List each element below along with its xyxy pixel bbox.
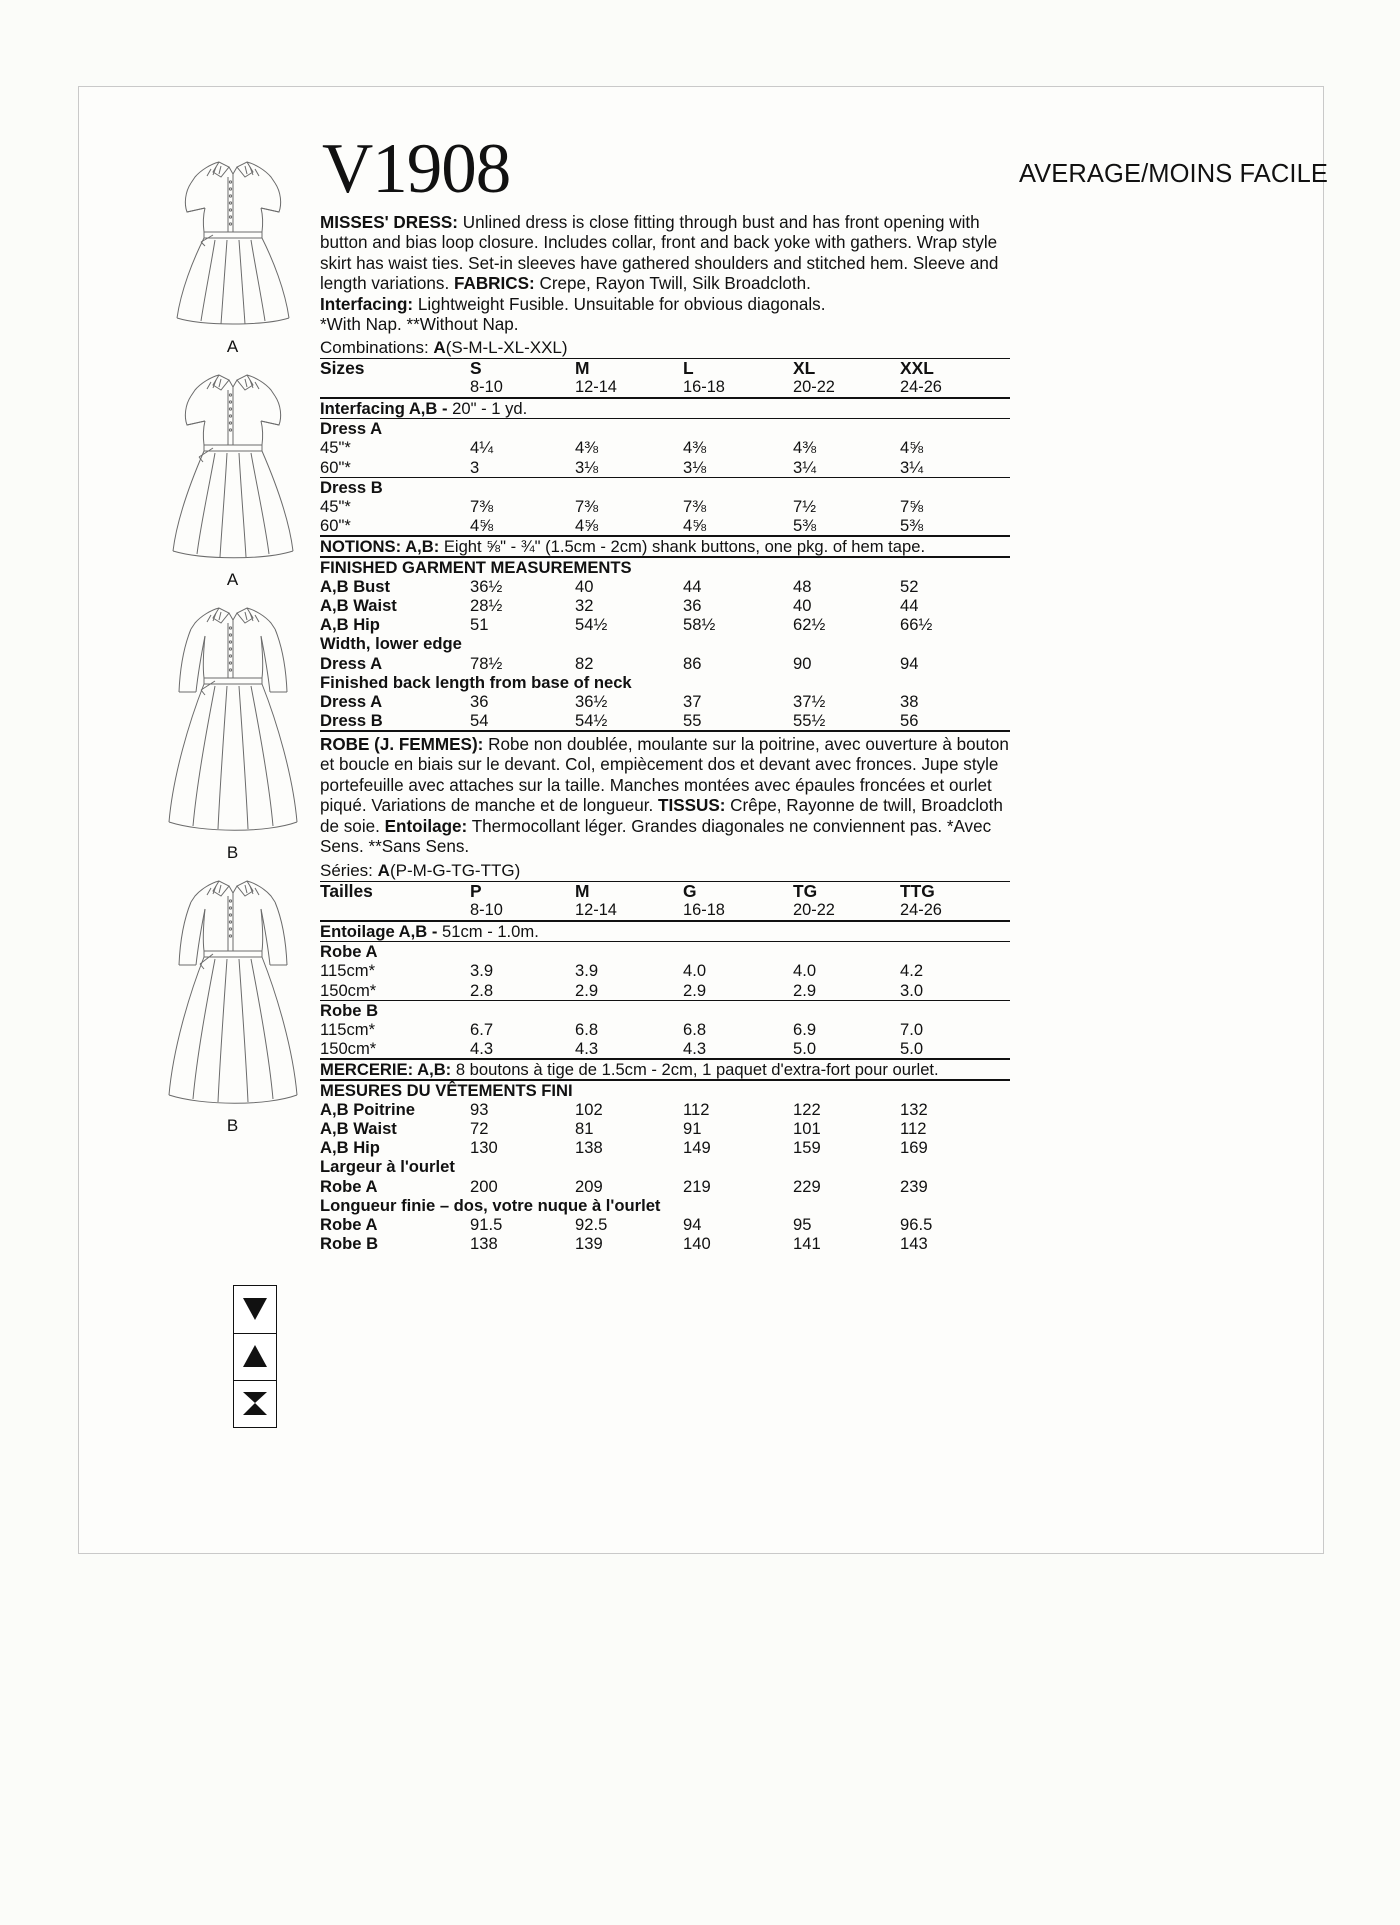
cell: 7⅜ bbox=[575, 496, 599, 516]
cell: 101 bbox=[793, 1119, 821, 1139]
cell: 4.3 bbox=[683, 1038, 707, 1058]
row-label: Robe A bbox=[320, 1176, 378, 1196]
cell: 28½ bbox=[470, 596, 503, 616]
illustration-label: B bbox=[226, 843, 239, 862]
combinations-label: Combinations: bbox=[320, 338, 429, 357]
row-label: 60"* bbox=[320, 457, 351, 477]
size-number-xxl: 24-26 bbox=[900, 378, 942, 397]
cell: 37 bbox=[683, 691, 702, 711]
cell: 72 bbox=[470, 1119, 489, 1139]
table-row bbox=[320, 577, 1010, 596]
cell: 6.8 bbox=[575, 1019, 599, 1039]
description-en-title: MISSES' DRESS: bbox=[320, 213, 458, 232]
group-title-robe-b: Robe B bbox=[320, 1000, 379, 1020]
cell: 141 bbox=[793, 1233, 821, 1253]
cell: 2.9 bbox=[793, 980, 817, 1000]
cell: 32 bbox=[575, 596, 594, 616]
cell: 7.0 bbox=[900, 1019, 924, 1039]
series-sizes: (P-M-G-TG-TTG) bbox=[389, 861, 521, 880]
cell: 36½ bbox=[470, 577, 503, 597]
illustration-label: B bbox=[226, 1116, 239, 1135]
cell: 4.3 bbox=[575, 1038, 599, 1058]
table-row bbox=[320, 1234, 1010, 1253]
cell: 3¼ bbox=[793, 457, 817, 477]
interfacing-body-en: Lightweight Fusible. Unsuitable for obvious diagonals. bbox=[413, 294, 826, 314]
size-number-xl: 20-22 bbox=[793, 378, 835, 397]
cell: 81 bbox=[575, 1119, 594, 1139]
cell: 112 bbox=[683, 1100, 710, 1120]
row-label: A,B Hip bbox=[320, 1138, 380, 1158]
cell: 169 bbox=[900, 1138, 928, 1158]
table-row bbox=[320, 615, 1010, 634]
table-row bbox=[320, 1100, 1010, 1119]
row-label: A,B Bust bbox=[320, 577, 391, 597]
table-row bbox=[320, 1039, 1010, 1059]
size-label-xxl: XXL bbox=[900, 358, 934, 379]
symbol-key-box bbox=[233, 1285, 277, 1428]
group-title-dress-a: Dress A bbox=[320, 419, 383, 439]
row-label: Dress B bbox=[320, 710, 383, 730]
cell: 143 bbox=[900, 1233, 928, 1253]
cell: 55 bbox=[683, 710, 702, 730]
cell: 3 bbox=[470, 457, 480, 477]
bowtie-symbol bbox=[234, 1380, 276, 1427]
table-row bbox=[320, 961, 1010, 980]
width-title-imperial: Width, lower edge bbox=[320, 634, 462, 654]
nap-note-en: *With Nap. **Without Nap. bbox=[320, 315, 519, 335]
cell: 40 bbox=[793, 596, 812, 616]
illustration-dress-a-short-sleeve-front bbox=[150, 150, 315, 357]
cell: 44 bbox=[900, 596, 919, 616]
cell: 5⅜ bbox=[900, 515, 924, 535]
interfacing-body-fr: Thermocollant léger. Grandes diagonales ne conviennent pas. *Avec Sens. **Sans Sens. bbox=[320, 816, 992, 857]
table-imperial bbox=[320, 338, 1010, 732]
cell: 36 bbox=[683, 596, 702, 616]
cell: 38 bbox=[900, 691, 919, 711]
illustration-column bbox=[150, 150, 315, 1136]
cell: 91.5 bbox=[470, 1214, 503, 1234]
cell: 86 bbox=[683, 653, 702, 673]
row-label: 45"* bbox=[320, 438, 351, 458]
row-label: A,B Waist bbox=[320, 1119, 397, 1139]
cell: 96.5 bbox=[900, 1214, 933, 1234]
cell: 4⅝ bbox=[900, 438, 924, 458]
width-title-metric: Largeur à l'ourlet bbox=[320, 1157, 455, 1177]
cell: 239 bbox=[900, 1176, 928, 1196]
cell: 37½ bbox=[793, 691, 826, 711]
sizes-header-row-metric bbox=[320, 882, 1010, 901]
row-label: A,B Poitrine bbox=[320, 1100, 415, 1120]
cell: 4⅜ bbox=[575, 438, 599, 458]
cell: 122 bbox=[793, 1100, 821, 1120]
fabrics-label-en: FABRICS: bbox=[453, 274, 535, 294]
entoilage-value: 51cm - 1.0m. bbox=[437, 922, 539, 942]
cell: 62½ bbox=[793, 615, 826, 635]
cell: 4⅜ bbox=[683, 438, 707, 458]
cell: 82 bbox=[575, 653, 594, 673]
combinations-row-imperial bbox=[320, 338, 1010, 359]
size-number-tg: 20-22 bbox=[793, 901, 835, 920]
cell: 36½ bbox=[575, 691, 608, 711]
table-row bbox=[320, 516, 1010, 536]
mercerie-value: 8 boutons à tige de 1.5cm - 2cm, 1 paquet d'extra-fort pour ourlet. bbox=[451, 1059, 939, 1079]
entoilage-label: Entoilage A,B - bbox=[320, 922, 438, 942]
cell: 3⅛ bbox=[575, 457, 599, 477]
cell: 3⅛ bbox=[683, 457, 707, 477]
combinations-code: A bbox=[433, 338, 446, 357]
cell: 138 bbox=[575, 1138, 603, 1158]
tailles-header: Tailles bbox=[320, 881, 373, 902]
cell: 4⅝ bbox=[575, 515, 599, 535]
illustration-dress-b-long-sleeve-front bbox=[150, 596, 315, 863]
size-number-s: 8-10 bbox=[470, 378, 503, 397]
cell: 3.9 bbox=[575, 961, 599, 981]
series-code: A bbox=[377, 861, 390, 880]
cell: 7⅝ bbox=[900, 496, 924, 516]
cell: 209 bbox=[575, 1176, 603, 1196]
cell: 5.0 bbox=[900, 1038, 924, 1058]
size-number-l: 16-18 bbox=[683, 378, 725, 397]
cell: 54 bbox=[470, 710, 489, 730]
cell: 6.9 bbox=[793, 1019, 817, 1039]
table-row bbox=[320, 458, 1010, 478]
cell: 138 bbox=[470, 1233, 498, 1253]
cell: 4⅝ bbox=[683, 515, 707, 535]
description-fr-title: ROBE (J. FEMMES): bbox=[320, 735, 484, 754]
cell: 4.3 bbox=[470, 1038, 494, 1058]
size-number-m: 12-14 bbox=[575, 378, 617, 397]
cell: 5⅜ bbox=[793, 515, 817, 535]
row-label: 45"* bbox=[320, 496, 351, 516]
cell: 92.5 bbox=[575, 1214, 608, 1234]
triangle-up-symbol bbox=[234, 1333, 276, 1380]
illustration-dress-b-long-sleeve-back bbox=[150, 869, 315, 1136]
interfacing-row-value: 20" - 1 yd. bbox=[447, 399, 528, 419]
cell: 66½ bbox=[900, 615, 933, 635]
cell: 56 bbox=[900, 710, 919, 730]
cell: 95 bbox=[793, 1214, 812, 1234]
table-row bbox=[320, 1020, 1010, 1039]
size-numbers-row-metric bbox=[320, 901, 1010, 921]
sizes-header: Sizes bbox=[320, 358, 365, 379]
row-label: A,B Hip bbox=[320, 615, 380, 635]
cell: 4⅜ bbox=[793, 438, 817, 458]
cell: 4.0 bbox=[793, 961, 817, 981]
table-row bbox=[320, 654, 1010, 673]
interfacing-row-metric bbox=[320, 922, 1010, 942]
table-row bbox=[320, 497, 1010, 516]
size-label-m: M bbox=[575, 358, 590, 379]
cell: 78½ bbox=[470, 653, 503, 673]
row-label: Robe B bbox=[320, 1233, 379, 1253]
cell: 132 bbox=[900, 1100, 928, 1120]
cell: 90 bbox=[793, 653, 812, 673]
cell: 51 bbox=[470, 615, 489, 635]
cell: 159 bbox=[793, 1138, 821, 1158]
table-metric bbox=[320, 861, 1010, 1253]
mercerie-label: MERCERIE: A,B: bbox=[320, 1059, 452, 1079]
description-english bbox=[320, 213, 1010, 335]
row-label: Dress A bbox=[320, 653, 383, 673]
row-label: 150cm* bbox=[320, 980, 377, 1000]
size-numbers-row-imperial bbox=[320, 378, 1010, 398]
fgm-title-imperial: FINISHED GARMENT MEASUREMENTS bbox=[320, 558, 632, 578]
cell: 36 bbox=[470, 691, 489, 711]
fabrics-body-en: Crepe, Rayon Twill, Silk Broadcloth. bbox=[534, 274, 811, 294]
cell: 94 bbox=[683, 1214, 702, 1234]
size-label-g: G bbox=[683, 881, 697, 902]
row-label: 150cm* bbox=[320, 1038, 377, 1058]
row-label: Robe A bbox=[320, 1214, 378, 1234]
series-label: Séries: bbox=[320, 861, 373, 880]
size-label-l: L bbox=[683, 358, 694, 379]
size-label-s: S bbox=[470, 358, 482, 379]
notions-row-metric bbox=[320, 1060, 1010, 1080]
backlength-title-imperial: Finished back length from base of neck bbox=[320, 672, 632, 692]
table-row bbox=[320, 1138, 1010, 1157]
illustration-label: A bbox=[226, 337, 239, 356]
size-label-xl: XL bbox=[793, 358, 816, 379]
cell: 6.7 bbox=[470, 1019, 494, 1039]
cell: 4.0 bbox=[683, 961, 707, 981]
cell: 58½ bbox=[683, 615, 716, 635]
fgm-title-metric: MESURES DU VÊTEMENTS FINI bbox=[320, 1081, 573, 1101]
combinations-sizes: (S-M-L-XL-XXL) bbox=[445, 338, 568, 357]
sizes-header-row-imperial bbox=[320, 359, 1010, 378]
table-row bbox=[320, 1119, 1010, 1138]
cell: 5.0 bbox=[793, 1038, 817, 1058]
row-label: A,B Waist bbox=[320, 596, 397, 616]
size-number-p: 8-10 bbox=[470, 901, 503, 920]
table-row bbox=[320, 711, 1010, 731]
difficulty-label: AVERAGE/MOINS FACILE bbox=[1018, 160, 1328, 188]
triangle-down-symbol bbox=[234, 1286, 276, 1333]
cell: 140 bbox=[683, 1233, 711, 1253]
size-number-ttg: 24-26 bbox=[900, 901, 942, 920]
cell: 4⅝ bbox=[470, 515, 494, 535]
cell: 54½ bbox=[575, 710, 608, 730]
table-row bbox=[320, 981, 1010, 1001]
fabrics-label-fr: TISSUS: bbox=[658, 796, 726, 816]
interfacing-row-label: Interfacing A,B - bbox=[320, 399, 448, 419]
description-fr-body: Robe non doublée, moulante sur la poitrine, avec ouverture à bouton et boucle en biais sur le devant. Col, empiècement dos et devant avec fronces. Jupe style portefeuille avec attaches sur la taille. Manches montées avec épaules froncées et ourlet piqué. Variations de manche et de longueur. bbox=[320, 735, 1009, 816]
interfacing-label-en: Interfacing: bbox=[320, 294, 414, 314]
description-french bbox=[320, 735, 1010, 857]
cell: 219 bbox=[683, 1176, 711, 1196]
illustration-label: A bbox=[226, 570, 239, 589]
size-label-p: P bbox=[470, 881, 482, 902]
cell: 130 bbox=[470, 1138, 498, 1158]
cell: 54½ bbox=[575, 615, 608, 635]
page-title: V1908 bbox=[322, 130, 511, 208]
cell: 44 bbox=[683, 577, 702, 597]
table-row bbox=[320, 1177, 1010, 1196]
cell: 40 bbox=[575, 577, 594, 597]
cell: 139 bbox=[575, 1233, 603, 1253]
interfacing-row-imperial bbox=[320, 399, 1010, 419]
cell: 102 bbox=[575, 1100, 603, 1120]
cell: 3.9 bbox=[470, 961, 494, 981]
cell: 4.2 bbox=[900, 961, 924, 981]
cell: 91 bbox=[683, 1119, 702, 1139]
cell: 3.0 bbox=[900, 980, 924, 1000]
size-label-m: M bbox=[575, 881, 590, 902]
group-title-dress-b: Dress B bbox=[320, 477, 383, 497]
combinations-row-metric bbox=[320, 861, 1010, 882]
notions-label: NOTIONS: A,B: bbox=[320, 536, 440, 556]
cell: 2.8 bbox=[470, 980, 494, 1000]
cell: 48 bbox=[793, 577, 812, 597]
table-row bbox=[320, 1215, 1010, 1234]
cell: 7⅜ bbox=[683, 496, 707, 516]
cell: 149 bbox=[683, 1138, 711, 1158]
size-label-ttg: TTG bbox=[900, 881, 935, 902]
cell: 112 bbox=[900, 1119, 927, 1139]
notions-value: Eight ⅝" - ¾" (1.5cm - 2cm) shank buttons, one pkg. of hem tape. bbox=[439, 536, 926, 556]
cell: 200 bbox=[470, 1176, 498, 1196]
size-label-tg: TG bbox=[793, 881, 818, 902]
cell: 93 bbox=[470, 1100, 489, 1120]
cell: 3¼ bbox=[900, 457, 924, 477]
cell: 229 bbox=[793, 1176, 821, 1196]
row-label: Dress A bbox=[320, 691, 383, 711]
cell: 55½ bbox=[793, 710, 826, 730]
cell: 7⅜ bbox=[470, 496, 494, 516]
table-row bbox=[320, 692, 1010, 711]
cell: 52 bbox=[900, 577, 919, 597]
row-label: 115cm* bbox=[320, 1019, 376, 1039]
backlength-title-metric: Longueur finie – dos, votre nuque à l'ourlet bbox=[320, 1195, 661, 1215]
cell: 94 bbox=[900, 653, 919, 673]
cell: 4¼ bbox=[470, 438, 494, 458]
group-title-robe-a: Robe A bbox=[320, 942, 378, 962]
description-en-body: Unlined dress is close fitting through bust and has front opening with button and bias loop closure. Includes collar, front and back yoke with gathers. Wrap style skirt has waist ties. Set-in sleeves have gathered shoulders and stitched hem. Sleeve and length variations. bbox=[320, 213, 999, 294]
cell: 7½ bbox=[793, 496, 817, 516]
size-number-m: 12-14 bbox=[575, 901, 617, 920]
row-label: 60"* bbox=[320, 515, 351, 535]
fabrics-body-fr: Crêpe, Rayonne de twill, Broadcloth de soie. bbox=[320, 796, 1003, 836]
interfacing-label-fr: Entoilage: bbox=[384, 816, 468, 836]
cell: 6.8 bbox=[683, 1019, 707, 1039]
row-label: 115cm* bbox=[320, 961, 376, 981]
cell: 2.9 bbox=[575, 980, 599, 1000]
illustration-dress-a-short-sleeve-back bbox=[150, 363, 315, 590]
table-row bbox=[320, 596, 1010, 615]
cell: 2.9 bbox=[683, 980, 707, 1000]
notions-row-imperial bbox=[320, 537, 1010, 557]
size-number-g: 16-18 bbox=[683, 901, 725, 920]
table-row bbox=[320, 438, 1010, 457]
